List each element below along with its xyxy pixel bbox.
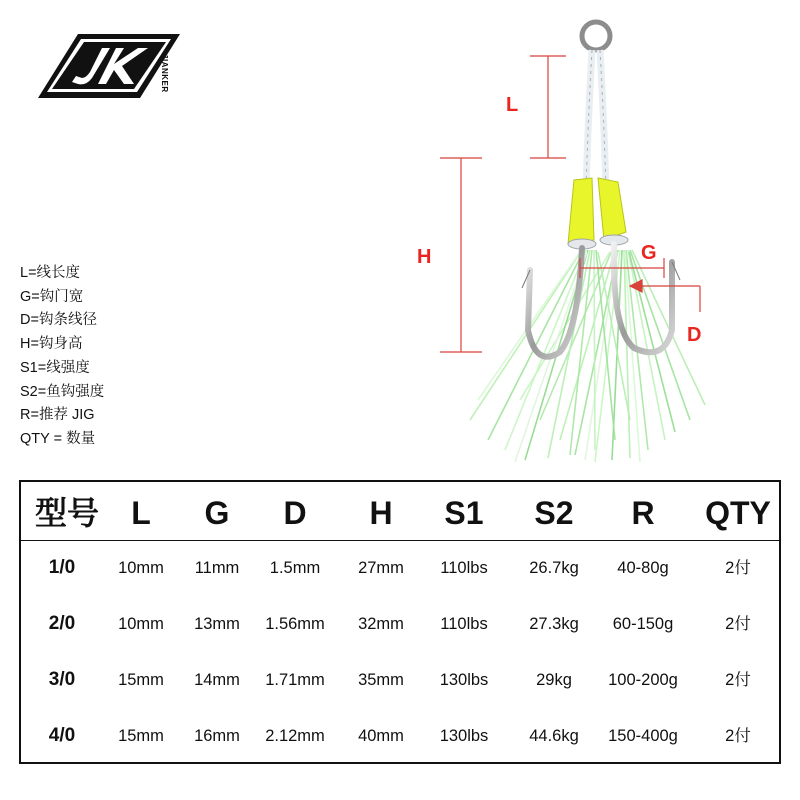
- cell-s2: 29kg: [536, 671, 572, 689]
- header-h: H: [369, 495, 393, 531]
- cell-l: 15mm: [118, 671, 164, 689]
- cell-s2: 26.7kg: [529, 559, 579, 577]
- header-model: 型号: [34, 495, 99, 531]
- legend: [20, 262, 104, 452]
- header-d: D: [283, 495, 307, 531]
- legend-item: L=线长度: [20, 265, 81, 281]
- cell-qty: 2付: [725, 615, 751, 633]
- header-r: R: [631, 495, 655, 531]
- cell-s2: 27.3kg: [529, 615, 579, 633]
- cell-r: 40-80g: [617, 559, 669, 577]
- legend-item: S1=线强度: [20, 359, 90, 376]
- dimension-l: [530, 56, 566, 158]
- dimension-label-g: G: [641, 242, 657, 264]
- cell-d: 1.5mm: [269, 559, 321, 577]
- cell-l: 10mm: [118, 615, 164, 633]
- dimension-label-h: H: [417, 246, 432, 268]
- cell-g: 11mm: [194, 559, 240, 577]
- cell-size: 4/0: [48, 725, 76, 746]
- cell-r: 60-150g: [612, 615, 674, 633]
- thread-wrap: [568, 178, 628, 249]
- cell-s1: 110lbs: [440, 615, 488, 633]
- cell-r: 150-400g: [608, 727, 678, 745]
- cell-d: 1.56mm: [265, 615, 325, 633]
- table-row: [21, 652, 779, 708]
- cell-r: 100-200g: [608, 671, 678, 689]
- legend-item: R=推荐 JIG: [20, 407, 95, 424]
- cell-d: 1.71mm: [265, 671, 325, 689]
- logo-mark: [38, 34, 180, 102]
- spec-table: [19, 480, 781, 764]
- header-g: G: [204, 495, 230, 531]
- cell-s1: 130lbs: [439, 671, 489, 689]
- table-row: [21, 596, 779, 652]
- cell-size: 1/0: [48, 557, 76, 578]
- header-qty: QTY: [705, 495, 771, 531]
- cell-size: 2/0: [48, 613, 76, 634]
- cell-l: 15mm: [118, 727, 164, 745]
- cell-g: 13mm: [194, 615, 240, 633]
- dimension-h: [440, 158, 482, 352]
- cell-s2: 44.6kg: [529, 727, 579, 745]
- cell-h: 35mm: [358, 671, 404, 689]
- cell-h: 40mm: [358, 727, 404, 745]
- cell-size: 3/0: [48, 669, 76, 690]
- legend-item: S2=鱼钩强度: [20, 383, 105, 400]
- header-s2: S2: [534, 495, 574, 531]
- legend-item: QTY = 数量: [20, 430, 96, 447]
- assist-hook-illustration: [400, 10, 800, 475]
- cell-l: 10mm: [118, 559, 164, 577]
- cell-g: 14mm: [194, 671, 240, 689]
- legend-item: D=钩条线径: [20, 312, 97, 329]
- header-l: L: [131, 495, 151, 531]
- solid-ring: [582, 22, 610, 50]
- cell-qty: 2付: [725, 671, 751, 689]
- dimension-label-d: D: [687, 324, 702, 346]
- cell-g: 16mm: [194, 727, 240, 745]
- cell-d: 2.12mm: [265, 727, 325, 745]
- cell-h: 32mm: [358, 615, 404, 633]
- header-s1: S1: [444, 495, 484, 531]
- table-header-row: [21, 482, 779, 541]
- cell-s1: 130lbs: [439, 727, 489, 745]
- dimension-label-l: L: [506, 94, 519, 116]
- assist-cord: [586, 50, 606, 190]
- brand-logo: [38, 34, 180, 102]
- table-row: [21, 708, 779, 764]
- table-row: [21, 540, 779, 596]
- cell-h: 27mm: [358, 559, 404, 577]
- legend-item: G=钩门宽: [20, 288, 84, 305]
- cell-qty: 2付: [725, 559, 751, 577]
- logo-brand-text: JIANKER: [160, 54, 169, 93]
- cell-qty: 2付: [725, 727, 751, 745]
- legend-item: H=钩身高: [20, 336, 83, 353]
- cell-s1: 110lbs: [440, 559, 488, 577]
